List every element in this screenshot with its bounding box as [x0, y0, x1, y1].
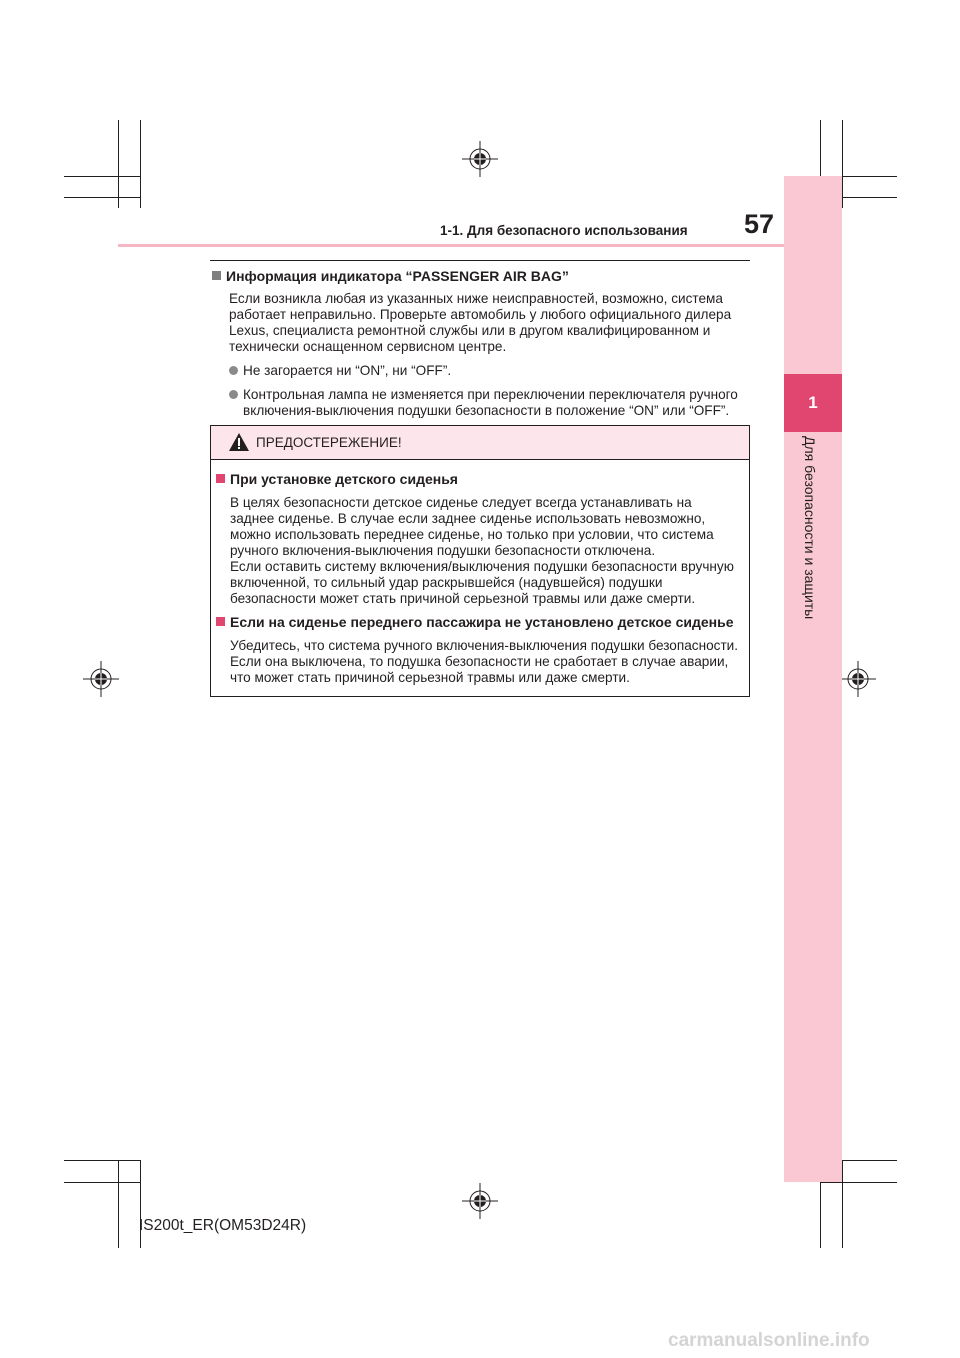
- section-paragraph: Если возникла любая из указанных ниже неисправностей, возможно, система работает неправильно. Проверьте автомобиль у любого официального дилера Lexus, специалиста ремонтной службы или в другом квалифицированном и технически оснащенном сервисном центре.: [229, 291, 732, 354]
- crop-mark: [64, 197, 141, 198]
- content-top-rule: [210, 260, 750, 261]
- warning-item-no-child-seat: [216, 614, 744, 686]
- crop-mark: [64, 1182, 141, 1183]
- watermark: carmanualsonline.info: [668, 1330, 870, 1351]
- chapter-title: Для безопасности и защиты: [802, 436, 818, 620]
- warning-item-title: При установке детского сиденья: [216, 471, 744, 487]
- warning-item-text: В целях безопасности детское сиденье следует всегда устанавливать на заднее сиденье. В случае если заднее сиденье использовать невозможно, можно использовать переднее сиденье, но только при условии, что система ручного включения-выключения подушки безопасности отключена. Если оставить систему включения/выключения подушки безопасности вручную включенной, то сильный удар раскрывшейся (надувшейся) подушки безопасности может стать причиной серьезной травмы или даже смерти.: [230, 495, 734, 606]
- crop-mark: [64, 176, 141, 177]
- document-code: IS200t_ER(OM53D24R): [139, 1217, 307, 1234]
- crop-mark: [842, 1160, 843, 1248]
- square-bullet-icon: [212, 271, 221, 280]
- header-rule: [118, 244, 784, 247]
- page-number: 57: [744, 209, 775, 239]
- chapter-number: 1: [808, 393, 818, 412]
- registration-mark-icon: [83, 661, 119, 697]
- registration-mark-icon: [462, 1183, 498, 1219]
- crop-mark: [820, 1182, 897, 1183]
- list-item: Контрольная лампа не изменяется при переключении переключателя ручного включения-выключения подушки безопасности в положение “ON” или “OFF”.: [229, 387, 750, 419]
- chapter-side-strip: [784, 176, 842, 1182]
- warning-triangle-icon: [228, 432, 250, 452]
- crop-mark: [64, 1160, 141, 1161]
- chapter-number-tab: [784, 374, 842, 432]
- crop-mark: [140, 120, 141, 208]
- list-item: Не загорается ни “ON”, ни “OFF”.: [229, 363, 750, 379]
- round-bullet-icon: [229, 366, 238, 375]
- warning-item-text: Убедитесь, что система ручного включения-выключения подушки безопасности. Если она выключена, то подушка безопасности не сработает в случае аварии, что может стать причиной серьезной травмы или даже смерти.: [230, 638, 739, 685]
- square-bullet-icon: [216, 474, 225, 483]
- round-bullet-icon: [229, 390, 238, 399]
- warning-item-child-seat: [216, 471, 744, 607]
- registration-mark-icon: [462, 141, 498, 177]
- warning-title: ПРЕДОСТЕРЕЖЕНИЕ!: [256, 435, 402, 450]
- warning-box: [210, 425, 750, 697]
- section-title: Информация индикатора “PASSENGER AIR BAG”: [212, 268, 750, 284]
- warning-item-title: Если на сиденье переднего пассажира не установлено детское сиденье: [216, 614, 744, 630]
- section-header-title: 1-1. Для безопасного использования: [440, 223, 688, 238]
- square-bullet-icon: [216, 617, 225, 626]
- crop-mark: [842, 120, 843, 208]
- crop-mark: [118, 120, 119, 208]
- crop-mark: [118, 1160, 119, 1248]
- chapter-title-vertical: [804, 436, 824, 656]
- section-airbag-indicator: [212, 268, 750, 419]
- warning-header: [211, 426, 749, 460]
- registration-mark-icon: [840, 661, 876, 697]
